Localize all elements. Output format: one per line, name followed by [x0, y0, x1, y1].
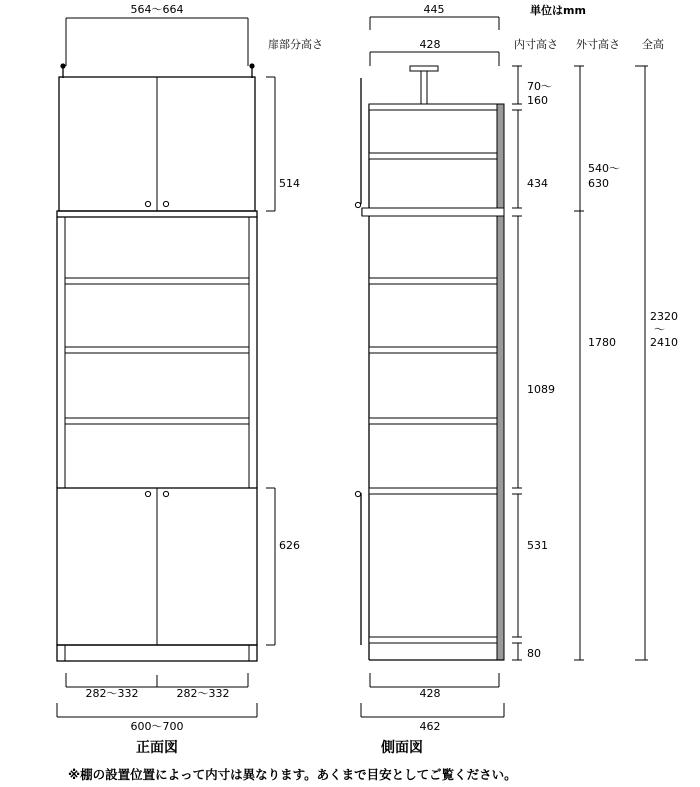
side-back-panel: [497, 104, 504, 660]
outer-height-label-lower: 1780: [588, 336, 616, 349]
outer-height-label-b: 630: [588, 177, 609, 190]
total-height-label-c: 2410: [650, 336, 678, 349]
ceiling-stopper-right: [249, 63, 254, 78]
upper-door-height-dimension: [266, 77, 300, 211]
inner-height-label-upper: 434: [527, 177, 548, 190]
side-shelf: [369, 347, 497, 353]
side-shelf: [369, 418, 497, 424]
side-shelf: [369, 488, 497, 494]
inner-height-label-plinth: 80: [527, 647, 541, 660]
side-separator-board: [362, 208, 504, 216]
inner-left-width-label: 282〜332: [85, 687, 139, 700]
header-door-height: 扉部分高さ: [268, 38, 323, 51]
front-shelf: [65, 418, 249, 424]
front-shelf: [65, 278, 249, 284]
front-shelf: [65, 347, 249, 353]
unit-label: 単位はmm: [530, 4, 586, 17]
front-open-shelf-section: [57, 217, 257, 488]
side-cabinet-body: [362, 104, 504, 660]
outer-height-label-a: 540〜: [588, 162, 620, 175]
total-width-dimension: [57, 703, 257, 733]
side-bottom-depth-inner-dimension: [370, 673, 499, 700]
knob-icon: [355, 491, 360, 496]
side-shelf: [369, 153, 497, 159]
front-top-width-dimension: [66, 3, 248, 66]
front-top-width-label: 564〜664: [130, 3, 184, 16]
inner-height-dimensions: [512, 66, 555, 660]
total-height-dimension: [635, 66, 678, 660]
side-top-depth-inner-label: 428: [419, 38, 441, 51]
knob-icon: [355, 202, 360, 207]
knob-icon: [145, 201, 150, 206]
inner-height-label-top-a: 70〜: [527, 80, 552, 93]
lower-door-height-label: 626: [279, 539, 300, 552]
total-width-label: 600〜700: [130, 720, 184, 733]
lower-door-height-dimension: [266, 488, 300, 645]
ceiling-support: [410, 66, 438, 104]
ceiling-stopper-left: [60, 63, 65, 78]
upper-cabinet: [59, 77, 255, 211]
side-top-depth-inner-dimension: [370, 38, 499, 66]
header-total-height: 全高: [642, 38, 664, 51]
header-outer-height: 外寸高さ: [576, 38, 620, 51]
knob-icon: [163, 201, 168, 206]
side-top-depth-outer-dimension: [370, 3, 499, 30]
front-separator-board: [57, 211, 257, 217]
inner-height-label-lower: 531: [527, 539, 548, 552]
footnote: ※棚の設置位置によって内寸は異なります。あくまで目安としてご覧ください。: [68, 767, 517, 782]
inner-height-label-middle: 1089: [527, 383, 555, 396]
front-view: [57, 3, 300, 756]
total-height-label-b: 〜: [654, 323, 665, 336]
knob-icon: [163, 491, 168, 496]
inner-right-width-label: 282〜332: [176, 687, 230, 700]
total-height-label-a: 2320: [650, 310, 678, 323]
side-top-depth-outer-label: 445: [423, 3, 445, 16]
inner-width-dimension: [66, 673, 248, 700]
inner-height-label-top-b: 160: [527, 94, 548, 107]
front-plinth: [57, 645, 257, 661]
outer-height-dimensions: [574, 66, 620, 660]
front-view-caption: 正面図: [136, 740, 178, 756]
knob-icon: [145, 491, 150, 496]
upper-door-height-label: 514: [279, 177, 300, 190]
lower-cabinet: [57, 488, 257, 661]
side-bottom-depth-total-dimension: [361, 703, 504, 733]
side-view-caption: 側面図: [381, 740, 423, 756]
side-bottom-depth-inner-label: 428: [419, 687, 441, 700]
side-top-board: [369, 104, 497, 110]
side-bottom-board: [369, 637, 497, 643]
header-inner-height: 内寸高さ: [514, 38, 558, 51]
side-shelf: [369, 278, 497, 284]
side-bottom-depth-total-label: 462: [419, 720, 441, 733]
side-view: [355, 3, 678, 756]
